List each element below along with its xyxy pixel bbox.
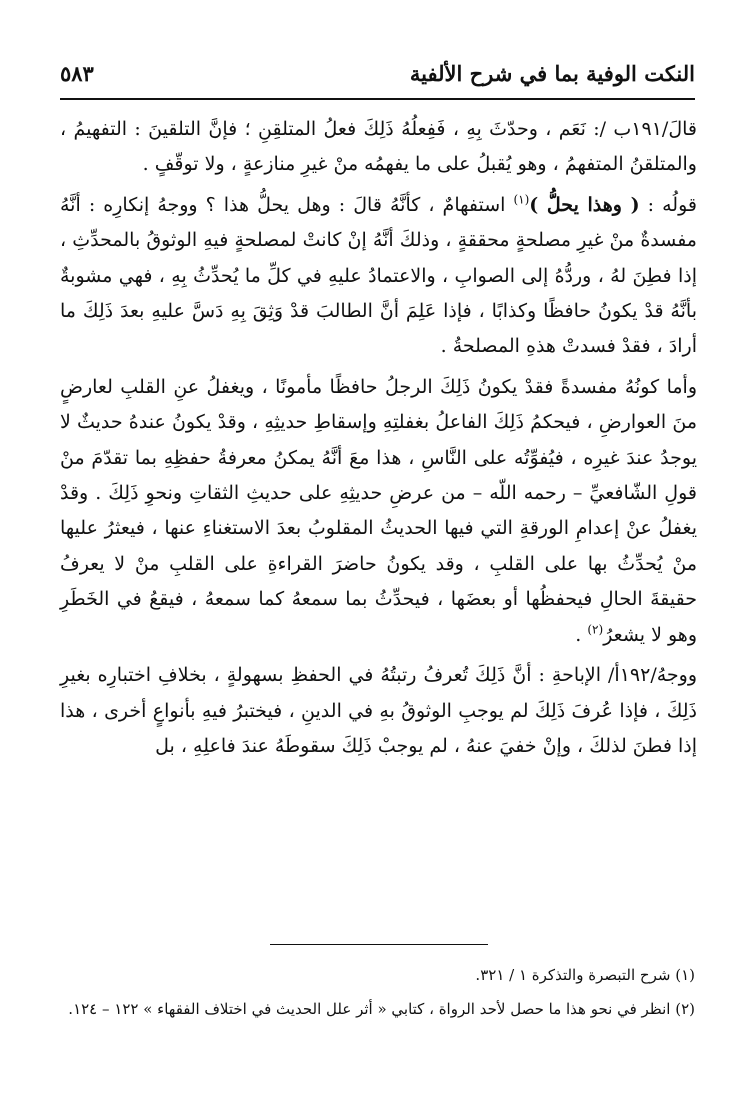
header-rule	[60, 98, 695, 100]
footnote-ref-1[interactable]: (١)	[513, 192, 530, 207]
running-title: النكت الوفية بما في شرح الألفية	[409, 60, 695, 86]
paragraph-2	[60, 188, 697, 365]
paragraph-2-text: استفهامٌ ، كأنَّهُ قالَ : وهل يحلُّ هذا ؟ ووجهُ إنكارِه : أنَّهُ مفسدةٌ منْ غيرِ مصلحةٍ محققةٍ ، وذلكَ أنَّهُ إنْ كانتْ لمصلحةٍ فيهِ الوثوقُ بالمحدِّثِ ، إذا فطِنَ لهُ ، وردُّهُ إلى الصوابِ ، والاعتمادُ عليهِ في كلِّ ما يُحدِّثُ بِهِ ، فهي مشوبةٌ بأنَّهُ قدْ يكونُ حافظًا وكذابًا ، فإذا عَلِمَ أنَّ الطالبَ قدْ وَثِقَ بِهِ دَسَّ عليهِ بعدَ ذَلِكَ ما أرادَ ، فقدْ فسدتْ هذهِ المصلحةُ .	[60, 193, 697, 358]
footnote-1: (١) شرح التبصرة والتذكرة ١ / ٣٢١.	[475, 966, 695, 984]
footnote-2: (٢) انظر في نحو هذا ما حصل لأحد الرواة ، كتابي « أثر علل الحديث في اختلاف الفقهاء » ١٢٢ – ١٢٤.	[68, 1000, 695, 1018]
footnote-separator	[270, 944, 488, 945]
page-header	[60, 56, 695, 90]
paragraph-4: ووجهُ/١٩٢أ/ الإباحةِ : أنَّ ذَلِكَ تُعرفُ رتبتُهُ في الحفظِ بسهولةٍ ، بخلافِ اختبارِه بغيرِ ذَلِكَ ، فإذا عُرفَ ذَلِكَ لم يوجبِ الوثوقُ بهِ في الدينِ ، فيختبرُ فيهِ بأنواعٍ أخرى ، هذا إذا فطنَ لذلكَ ، وإنْ خفيَ عنهُ ، لم يوجبْ ذَلِكَ سقوطَهُ عندَ فاعلِهِ ، بل	[60, 664, 697, 757]
body-text	[60, 112, 697, 769]
paragraph-3-end: .	[575, 623, 588, 646]
footnotes	[60, 958, 695, 1026]
paragraph-2-lead: قولُه :	[647, 193, 697, 216]
page-number: ٥٨٣	[60, 60, 94, 86]
paragraph-3	[60, 370, 697, 653]
paragraph-3-text: وأما كونُهُ مفسدةً فقدْ يكونُ ذَلِكَ الرجلُ حافظًا مأمونًا ، ويغفلُ عنِ القلبِ لعارضٍ منَ العوارضِ ، فيحكمُ ذَلِكَ الفاعلُ بغفلتِهِ وإسقاطِ حديثِهِ ، وقدْ يكونُ عندهُ حديثٌ لا يوجدُ عندَ غيرِه ، فيُفوِّتُه على النَّاسِ ، هذا معَ أنَّهُ يمكنُ معرفةُ حفظِهِ بما تقدّمَ منْ قولِ الشّافعيِّ – رحمه اللّه – من عرضِ حديثِهِ على حديثِ الثقاتِ ونحوِ ذَلِكَ . وقدْ يغفلُ عنْ إعدامِ الورقةِ التي فيها الحديثُ المقلوبُ بعدَ الاستغناءِ عنها ، فيعثرُ عليها منْ يُحدِّثُ بها على القلبِ ، وقد يكونُ حاضرَ القراءةِ على القلبِ منْ لا يعرفُ حقيقةَ الحالِ فيحفظُها أو بعضَها ، فيحدِّثُ بما سمعهُ كما سمعهُ ، فيقعُ في الخَطَرِ وهو لا يشعرُ	[60, 375, 697, 646]
paragraph-1: قالَ/١٩١ب /: نَعَم ، وحدّثَ بِهِ ، فَفِعلُهُ ذَلِكَ فعلُ المتلقِنِ ؛ فإنَّ التلقينَ : التفهيمُ ، والمتلقنُ المتفهمُ ، وهو يُقبلُ على ما يفهمُه منْ غيرِ منازعةٍ ، ولا توقّفٍ .	[60, 118, 697, 176]
quoted-term: ( وهذا يحلُّ )	[529, 193, 640, 216]
footnote-ref-2[interactable]: (٢)	[587, 622, 604, 637]
